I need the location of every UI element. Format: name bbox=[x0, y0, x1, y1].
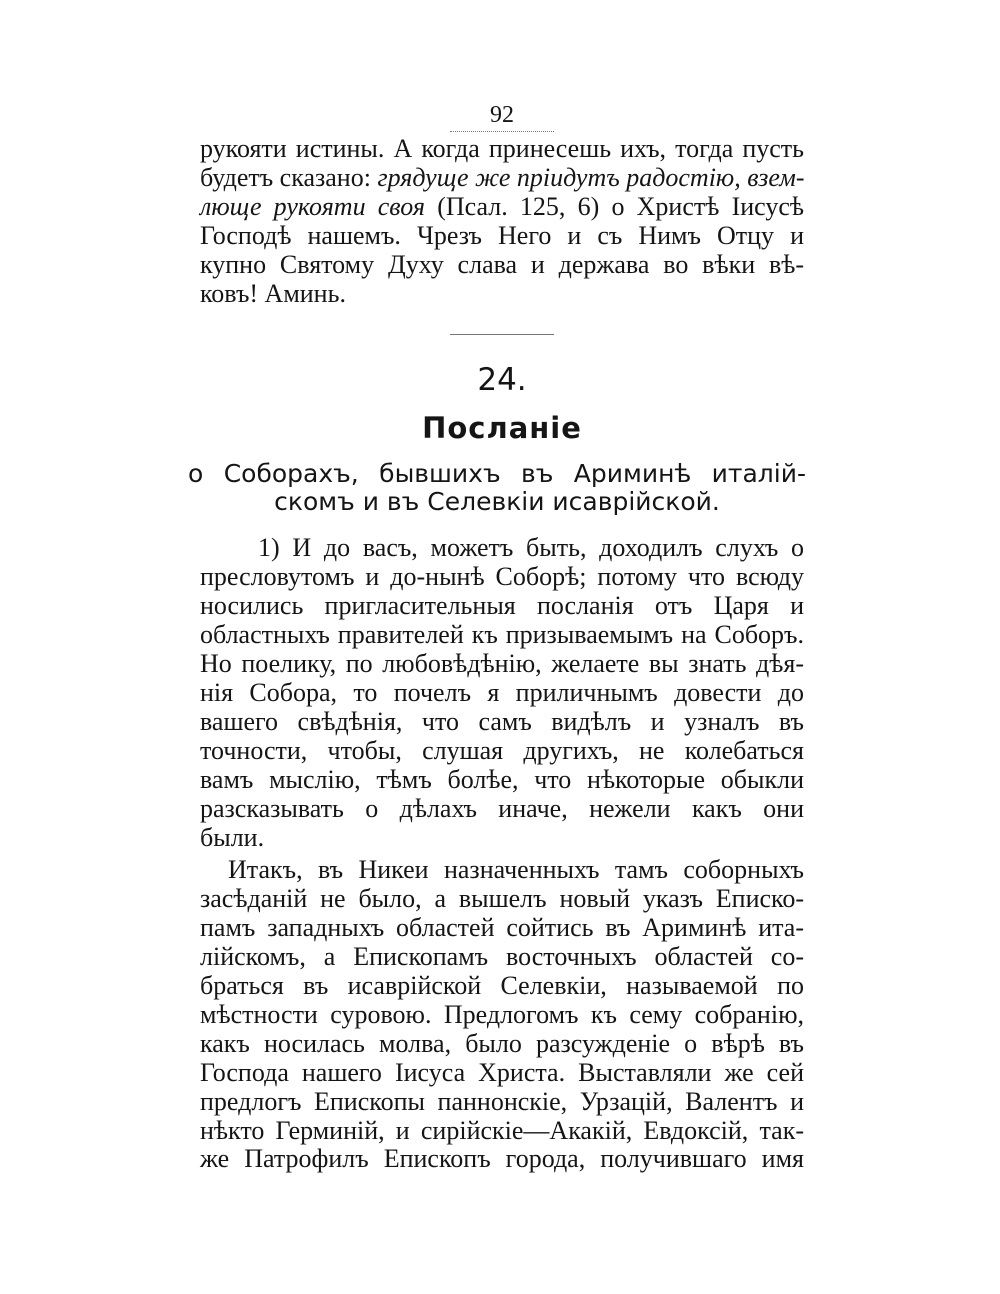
text-line: Но поелику, по любовѣдѣнію, желаете вы знать дѣя- bbox=[200, 649, 804, 679]
separator-rule bbox=[450, 334, 554, 335]
text-line: купно Святому Духу слава и держава во вѣки вѣ- bbox=[200, 249, 804, 279]
text-line: нѣкто Герминій, и сирійскіе—Акакій, Евдоксій, так- bbox=[200, 1115, 804, 1145]
text-line: ковъ! Аминь. bbox=[200, 278, 346, 308]
text-line: Господѣ нашемъ. Чрезъ Него и съ Нимъ Отцу и bbox=[200, 220, 804, 250]
section-number: 24. bbox=[477, 362, 527, 399]
text-line: точности, чтобы, слушая другихъ, не колебаться bbox=[200, 735, 804, 765]
psalm-quote-italic: грядуще же пріидутъ радостію, взем- bbox=[377, 162, 805, 192]
page-number-dotted-rule bbox=[450, 131, 554, 132]
text-line: нія Собора, то почелъ я приличнымъ довести до bbox=[200, 677, 804, 707]
section-title: Посланіе bbox=[422, 411, 582, 446]
text-line: же Патрофилъ Епископъ города, получившаго имя bbox=[200, 1144, 804, 1174]
text-line: областныхъ правителей къ призываемымъ на Соборъ. bbox=[200, 620, 804, 650]
text-line: предлогъ Епископы паннонскіе, Урзацій, Валентъ и bbox=[200, 1086, 804, 1116]
text-line: Итакъ, въ Никеи назначенныхъ тамъ соборныхъ bbox=[228, 855, 804, 885]
text-line: носились пригласительныя посланія отъ Царя и bbox=[200, 591, 804, 621]
subtitle-line: скомъ и въ Селевкіи исаврійской. bbox=[274, 487, 720, 517]
text-line: какъ носилась молва, было разсужденіе о вѣрѣ въ bbox=[200, 1028, 804, 1058]
text-line: лійскомъ, а Епископамъ восточныхъ областей со- bbox=[200, 942, 804, 972]
text-line: вамъ мыслію, тѣмъ болѣе, что нѣкоторые обыкли bbox=[200, 764, 804, 794]
text-line: рукояти истины. А когда принесешь ихъ, тогда пусть bbox=[200, 134, 804, 163]
page-number-text: 92 bbox=[490, 102, 514, 128]
text-line: засѣданій не было, а вышелъ новый указъ Еписко- bbox=[200, 884, 804, 914]
text-line: пресловутомъ и до-нынѣ Соборѣ; потому что всюду bbox=[200, 562, 804, 592]
text-line: были. bbox=[200, 822, 265, 852]
text-line: памъ западныхъ областей сойтись въ Ариминѣ ита- bbox=[200, 913, 804, 943]
paragraph-2 bbox=[200, 856, 804, 1174]
text-line: Господа нашего Іисуса Христа. Выставляли же сей bbox=[200, 1057, 804, 1087]
paragraph-1 bbox=[200, 534, 804, 852]
text-line: мѣстности суровою. Предлогомъ къ сему собранію, bbox=[200, 999, 804, 1029]
text-line: браться въ исаврійской Селевкіи, называемой по bbox=[200, 971, 804, 1001]
text-fragment: будетъ сказано: bbox=[200, 162, 378, 192]
text-line bbox=[200, 193, 804, 222]
book-page bbox=[188, 95, 806, 1174]
text-line: разсказывать о дѣлахъ иначе, нежели какъ они bbox=[200, 793, 804, 823]
text-line bbox=[200, 164, 804, 193]
section-subtitle bbox=[188, 460, 806, 516]
subtitle-line: о Соборахъ, бывшихъ въ Ариминѣ италій- bbox=[188, 459, 806, 489]
text-line: 1) И до васъ, можетъ быть, доходилъ слухъ о bbox=[258, 533, 804, 563]
continued-paragraph bbox=[200, 135, 804, 308]
text-line: вашего свѣдѣнія, что самъ видѣлъ и узналъ въ bbox=[200, 706, 804, 736]
page-number bbox=[200, 95, 804, 135]
text-fragment: (Псал. 125, 6) о Христѣ Іисусѣ bbox=[425, 191, 804, 221]
section-separator bbox=[200, 308, 804, 354]
psalm-quote-italic: люще рукояти своя bbox=[200, 191, 425, 221]
